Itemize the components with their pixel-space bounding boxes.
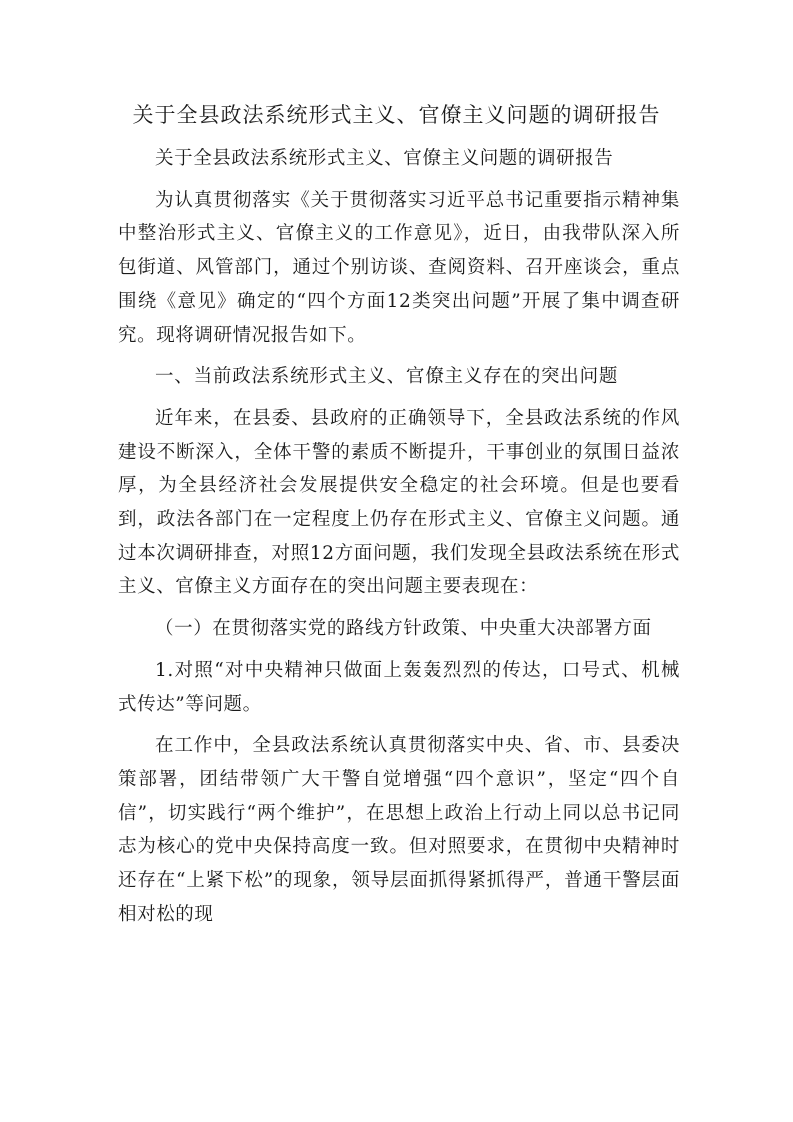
subsection-heading: （一）在贯彻落实党的路线方针政策、中央重大决部署方面 (155, 618, 652, 640)
item-paragraph: 1.对照“对中央精神只做面上轰轰烈烈的传达，口号式、机械式传达”等问题。 (118, 659, 680, 715)
intro-paragraph: 为认真贯彻落实《关于贯彻落实习近平总书记重要指示精神集中整治形式主义、官僚主义的工作意见》，近日，由我带队深入所包街道、风管部门，通过个别访谈、查阅资料、召开座谈会，重点围绕《意见》确定的“四个方面12类突出问题”开展了集中调查研究。现将调研情况报告如下。 (118, 189, 680, 346)
body-paragraph: 在工作中，全县政法系统认真贯彻落实中央、省、市、县委决策部署，团结带领广大干警自觉增强“四个意识”，坚定“四个自信”，切实践行“两个维护”，在思想上政治上行动上同以总书记同志为核心的党中央保持高度一致。但对照要求，在贯彻中央精神时还存在“上紧下松”的现象，领导层面抓得紧抓得严，普通干警层面相对松的现 (118, 735, 680, 925)
section-paragraph: 近年来，在县委、县政府的正确领导下，全县政法系统的作风建设不断深入，全体干警的素质不断提升，干事创业的氛围日益浓厚，为全县经济社会发展提供安全稳定的社会环境。但是也要看到，政法各部门在一定程度上仍存在形式主义、官僚主义问题。通过本次调研排查，对照12方面问题，我们发现全县政法系统在形式主义、官僚主义方面存在的突出问题主要表现在： (118, 407, 680, 598)
document-body (118, 142, 680, 931)
subtitle-paragraph: 关于全县政法系统形式主义、官僚主义问题的调研报告 (155, 148, 614, 169)
document-title: 关于全县政法系统形式主义、官僚主义问题的调研报告 (132, 103, 661, 127)
section-heading: 一、当前政法系统形式主义、官僚主义存在的突出问题 (155, 366, 619, 388)
